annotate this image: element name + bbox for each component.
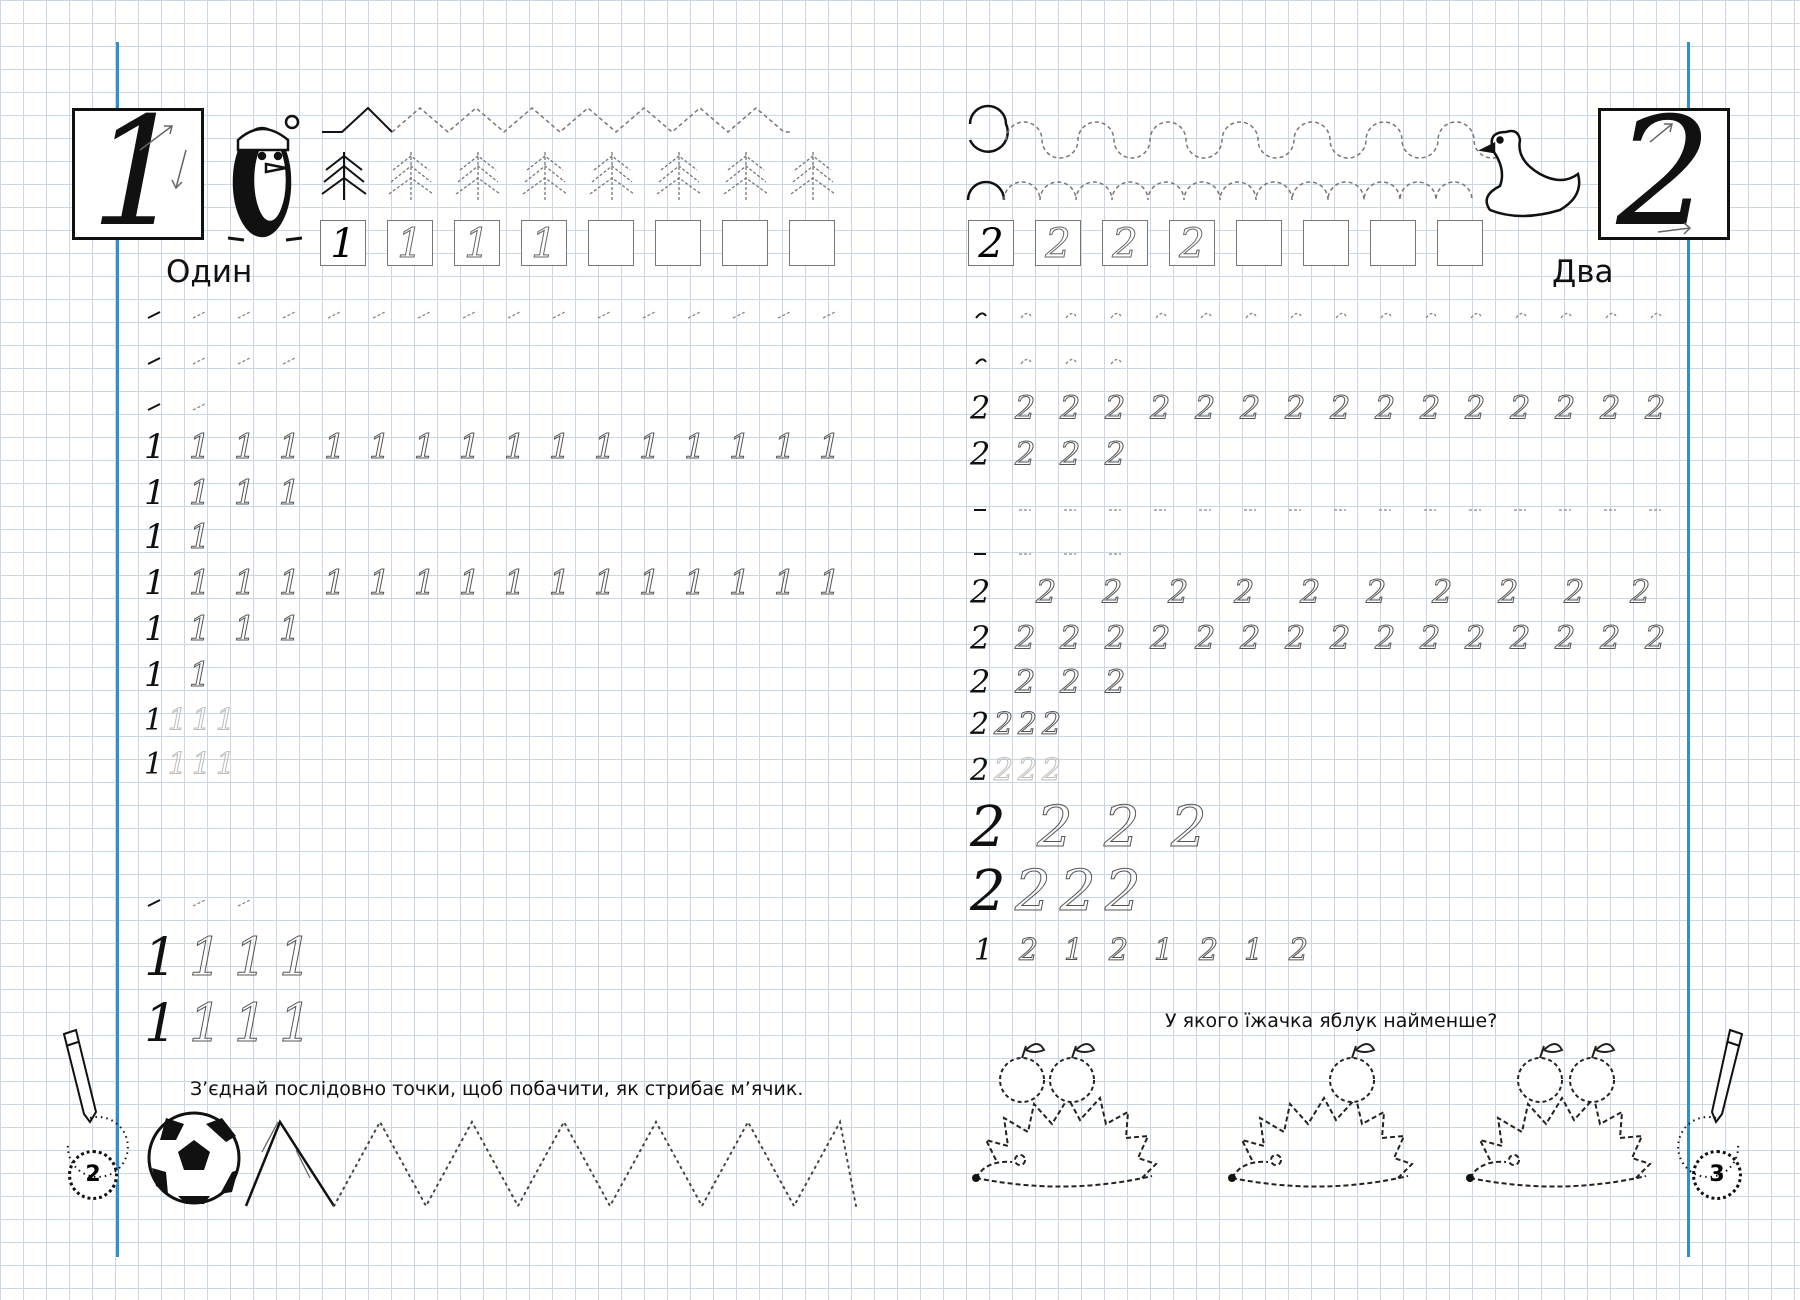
stroke-trace-mark [778, 312, 790, 318]
mixed-row-digit: 2 [1109, 933, 1129, 968]
practice-digit-two: 2 [1060, 663, 1081, 701]
practice-digit-two: 2 [1015, 663, 1036, 701]
stroke-trace-mark [193, 358, 205, 364]
hook-trace-mark [976, 313, 986, 318]
hedgehog-icon [1466, 1098, 1650, 1187]
practice-digit-two: 2 [1015, 435, 1036, 473]
practice-digit-two: 2 [1600, 389, 1621, 427]
title-one: Один [166, 254, 253, 290]
stroke-trace-mark [283, 312, 295, 318]
practice-digit-two: 2 [1330, 389, 1351, 427]
practice-digit-one: 1 [324, 563, 346, 603]
practice-digit-two-tail: 2 [1630, 573, 1651, 611]
hedgehog-icon [972, 1098, 1156, 1187]
practice-digit-one: 1 [189, 563, 211, 603]
stroke-trace-mark [328, 312, 340, 318]
practice-digit-two-tail: 2 [1432, 573, 1453, 611]
practice-digit-two: 2 [1105, 619, 1126, 657]
apple-icon [1330, 1044, 1374, 1102]
practice-digit-one: 1 [216, 747, 236, 782]
practice-digit-two: 2 [1195, 389, 1216, 427]
practice-digit-one: 1 [192, 703, 212, 738]
swan-icon [1482, 131, 1579, 216]
practice-digit-one: 1 [684, 563, 706, 603]
stroke-trace-mark [148, 312, 160, 318]
stroke-trace-mark [193, 900, 205, 906]
practice-digit-two-tail: 2 [1168, 573, 1189, 611]
hook-trace-mark [1201, 313, 1211, 318]
bouncing-ball-dot-path [246, 1122, 856, 1206]
practice-digit-one: 1 [189, 928, 223, 988]
practice-digit-two: 2 [1105, 435, 1126, 473]
practice-digit-two: 2 [970, 389, 991, 427]
hook-trace-mark [1651, 313, 1661, 318]
practice-digit-two: 2 [1555, 619, 1576, 657]
hook-trace-mark [1066, 359, 1076, 364]
practice-digit-two: 2 [970, 435, 991, 473]
practice-digit-two: 2 [1105, 663, 1126, 701]
practice-digit-two-tail: 2 [970, 573, 991, 611]
practice-digit-one: 1 [144, 994, 178, 1054]
stroke-trace-mark [733, 312, 745, 318]
practice-digit-two: 2 [994, 707, 1014, 742]
practice-digit-one: 1 [819, 563, 841, 603]
stroke-trace-mark [418, 312, 430, 318]
practice-digit-one: 1 [549, 563, 571, 603]
practice-digit-one: 1 [234, 473, 256, 513]
practice-digit-two: 2 [1037, 795, 1073, 860]
trace-one-box-digit: 1 [531, 221, 557, 267]
mixed-row-digit: 2 [1289, 933, 1309, 968]
practice-digit-two: 2 [970, 707, 990, 742]
practice-digit-one: 1 [774, 427, 796, 467]
page-number-left: 2 [68, 1150, 118, 1200]
apple-icon [1050, 1044, 1094, 1102]
fir-tree-icon [724, 152, 768, 200]
wave-trace-row-2 [968, 182, 1472, 200]
stroke-trace-mark [598, 312, 610, 318]
practice-digit-one: 1 [684, 427, 706, 467]
wave-trace-row-1 [970, 106, 1510, 158]
practice-digit-two: 2 [1150, 619, 1171, 657]
stroke-trace-mark [643, 312, 655, 318]
practice-digit-one: 1 [504, 427, 526, 467]
practice-digit-one: 1 [189, 473, 211, 513]
practice-digit-two: 2 [1375, 389, 1396, 427]
practice-digit-one: 1 [279, 928, 313, 988]
practice-digit-two: 2 [1510, 389, 1531, 427]
practice-digit-one: 1 [168, 703, 188, 738]
fir-tree-trace-row [322, 152, 835, 200]
practice-digit-one: 1 [819, 427, 841, 467]
practice-digit-one: 1 [168, 747, 188, 782]
practice-digit-two: 2 [1330, 619, 1351, 657]
practice-digit-one: 1 [729, 427, 751, 467]
practice-digit-one: 1 [414, 563, 436, 603]
practice-digit-one: 1 [216, 703, 236, 738]
practice-digit-one: 1 [234, 563, 256, 603]
practice-digit-two: 2 [1015, 389, 1036, 427]
practice-digit-two-tail: 2 [1036, 573, 1057, 611]
hedgehog-icon [1228, 1098, 1412, 1187]
apple-icon [1518, 1044, 1562, 1102]
practice-digit-one: 1 [189, 655, 211, 695]
practice-digit-one: 1 [189, 609, 211, 649]
soccer-ball-icon [149, 1113, 239, 1204]
mixed-row-digit: 1 [974, 933, 994, 968]
mixed-row-digit: 2 [1019, 933, 1039, 968]
hook-trace-mark [1111, 313, 1121, 318]
practice-digit-two: 2 [1240, 389, 1261, 427]
mixed-row-digit: 1 [1154, 933, 1174, 968]
big-one-stroke-arrows [140, 126, 186, 188]
practice-digit-one: 1 [459, 427, 481, 467]
practice-digit-two: 2 [1018, 707, 1038, 742]
practice-digit-one: 1 [594, 563, 616, 603]
practice-digit-two: 2 [1060, 435, 1081, 473]
stroke-trace-mark [823, 312, 835, 318]
practice-digit-one: 1 [144, 473, 166, 513]
practice-digit-two: 2 [1285, 619, 1306, 657]
stroke-trace-mark [148, 900, 160, 906]
practice-digit-two: 2 [1420, 619, 1441, 657]
practice-digit-two: 2 [1018, 753, 1038, 788]
zigzag-trace-row [322, 108, 792, 132]
hook-trace-mark [1021, 313, 1031, 318]
practice-digit-two-tail: 2 [1498, 573, 1519, 611]
practice-digit-two: 2 [1465, 619, 1486, 657]
practice-digit-one: 1 [549, 427, 571, 467]
practice-digit-one: 1 [594, 427, 616, 467]
trace-two-box-digit: 2 [1112, 221, 1138, 267]
practice-digit-one: 1 [279, 563, 301, 603]
practice-digit-two: 2 [1555, 389, 1576, 427]
trace-one-box-digit: 1 [397, 221, 423, 267]
hook-trace-mark [1561, 313, 1571, 318]
hook-trace-mark [1381, 313, 1391, 318]
hedgehog-nose [972, 1174, 980, 1182]
mixed-row-digit: 2 [1199, 933, 1219, 968]
practice-digit-one: 1 [189, 427, 211, 467]
stroke-trace-mark [193, 312, 205, 318]
practice-digit-two: 2 [1285, 389, 1306, 427]
pencil-icon [1678, 1030, 1742, 1177]
trace-two-box-digit: 2 [1045, 221, 1071, 267]
practice-digit-one: 1 [459, 563, 481, 603]
practice-digit-one: 1 [234, 609, 256, 649]
practice-digit-two-tail: 2 [1300, 573, 1321, 611]
fir-tree-icon [791, 152, 835, 200]
hook-trace-mark [1516, 313, 1526, 318]
trace-two-box-digit: 2 [978, 221, 1004, 267]
pencil-icon [64, 1030, 128, 1177]
stroke-trace-mark [283, 358, 295, 364]
practice-digit-one: 1 [192, 747, 212, 782]
practice-digit-one: 1 [729, 563, 751, 603]
practice-digit-two: 2 [1600, 619, 1621, 657]
practice-digit-one: 1 [144, 703, 164, 738]
practice-digit-two: 2 [1060, 619, 1081, 657]
stroke-trace-mark [148, 404, 160, 410]
fir-tree-icon [456, 152, 500, 200]
practice-digit-two: 2 [1645, 619, 1666, 657]
practice-digit-two: 2 [1015, 619, 1036, 657]
practice-digit-one: 1 [144, 747, 164, 782]
connect-dots-instruction: З’єднай послідовно точки, щоб побачити, як стрибає м’ячик. [190, 1078, 804, 1100]
practice-digit-two: 2 [970, 619, 991, 657]
trace-two-box-digit: 2 [1179, 221, 1205, 267]
practice-digit-one: 1 [279, 609, 301, 649]
stroke-trace-mark [193, 404, 205, 410]
stroke-trace-mark [238, 900, 250, 906]
practice-digit-one: 1 [279, 473, 301, 513]
practice-digit-one: 1 [639, 563, 661, 603]
practice-digit-two: 2 [970, 795, 1006, 860]
practice-digit-one: 1 [369, 563, 391, 603]
mixed-row-digit: 1 [1064, 933, 1084, 968]
hook-trace-mark [1291, 313, 1301, 318]
stroke-trace-mark [148, 358, 160, 364]
practice-digit-one: 1 [144, 427, 166, 467]
page-number-right: 3 [1692, 1150, 1742, 1200]
stroke-trace-mark [553, 312, 565, 318]
hook-trace-mark [976, 359, 986, 364]
fir-tree-icon [389, 152, 433, 200]
practice-digit-one: 1 [414, 427, 436, 467]
practice-digit-one: 1 [774, 563, 796, 603]
practice-digit-two: 2 [1015, 859, 1051, 924]
practice-digit-one: 1 [144, 928, 178, 988]
practice-digit-two: 2 [1171, 795, 1207, 860]
practice-digit-one: 1 [279, 994, 313, 1054]
fir-tree-icon [523, 152, 567, 200]
practice-digit-two: 2 [970, 859, 1006, 924]
hedgehog-nose [1228, 1174, 1236, 1182]
practice-digit-two: 2 [1042, 753, 1062, 788]
practice-digit-one: 1 [504, 563, 526, 603]
stroke-trace-mark [373, 312, 385, 318]
hook-trace-mark [1066, 313, 1076, 318]
practice-digit-one: 1 [279, 427, 301, 467]
practice-digit-two: 2 [994, 753, 1014, 788]
stroke-trace-mark [508, 312, 520, 318]
apple-icon [1570, 1044, 1614, 1102]
practice-digit-two: 2 [1105, 859, 1141, 924]
big-digit-one: 1 [90, 86, 186, 260]
hedgehog-nose [1466, 1174, 1474, 1182]
practice-digit-one: 1 [144, 517, 166, 557]
hook-trace-mark [1021, 359, 1031, 364]
big-digit-two: 2 [1616, 86, 1712, 260]
practice-digit-two: 2 [1150, 389, 1171, 427]
practice-digit-two: 2 [1240, 619, 1261, 657]
stroke-trace-mark [688, 312, 700, 318]
practice-digit-two: 2 [1375, 619, 1396, 657]
practice-digit-one: 1 [234, 928, 268, 988]
practice-digit-one: 1 [639, 427, 661, 467]
hook-trace-mark [1246, 313, 1256, 318]
practice-digit-one: 1 [234, 994, 268, 1054]
trace-one-box-digit: 1 [464, 221, 490, 267]
practice-digit-one: 1 [144, 609, 166, 649]
hedgehog-group [972, 1044, 1650, 1187]
hook-trace-mark [1426, 313, 1436, 318]
stroke-trace-mark [238, 312, 250, 318]
fir-tree-icon [322, 152, 366, 200]
practice-digit-one: 1 [144, 563, 166, 603]
hook-trace-mark [1336, 313, 1346, 318]
practice-digit-two: 2 [1195, 619, 1216, 657]
practice-digit-one: 1 [189, 517, 211, 557]
hook-trace-mark [1156, 313, 1166, 318]
practice-digit-two: 2 [970, 753, 990, 788]
practice-digit-one: 1 [234, 427, 256, 467]
practice-digit-two-tail: 2 [1234, 573, 1255, 611]
practice-digit-one: 1 [324, 427, 346, 467]
practice-digit-two: 2 [1042, 707, 1062, 742]
practice-digit-two: 2 [970, 663, 991, 701]
apple-icon [1000, 1044, 1044, 1102]
hook-trace-mark [1471, 313, 1481, 318]
trace-one-box-digit: 1 [330, 221, 356, 267]
title-two: Два [1552, 254, 1614, 290]
hook-trace-mark [1111, 359, 1121, 364]
stroke-trace-mark [238, 358, 250, 364]
hook-trace-mark [1606, 313, 1616, 318]
practice-digit-two: 2 [1465, 389, 1486, 427]
practice-digit-two: 2 [1105, 389, 1126, 427]
practice-digit-two: 2 [1060, 859, 1096, 924]
practice-digit-two: 2 [1420, 389, 1441, 427]
fir-tree-icon [590, 152, 634, 200]
penguin-icon [228, 116, 302, 240]
practice-digit-two-tail: 2 [1366, 573, 1387, 611]
big-two-stroke-arrows [1650, 124, 1690, 234]
practice-digit-two: 2 [1510, 619, 1531, 657]
practice-digit-one: 1 [369, 427, 391, 467]
practice-digit-two: 2 [1060, 389, 1081, 427]
practice-digit-two: 2 [1645, 389, 1666, 427]
practice-digit-one: 1 [144, 655, 166, 695]
practice-digit-two-tail: 2 [1102, 573, 1123, 611]
stroke-trace-mark [463, 312, 475, 318]
practice-digit-two-tail: 2 [1564, 573, 1585, 611]
practice-digit-one: 1 [189, 994, 223, 1054]
mixed-row-digit: 1 [1244, 933, 1264, 968]
fir-tree-icon [657, 152, 701, 200]
hedgehog-question: У якого їжачка яблук найменше? [1165, 1010, 1498, 1032]
practice-digit-two: 2 [1104, 795, 1140, 860]
